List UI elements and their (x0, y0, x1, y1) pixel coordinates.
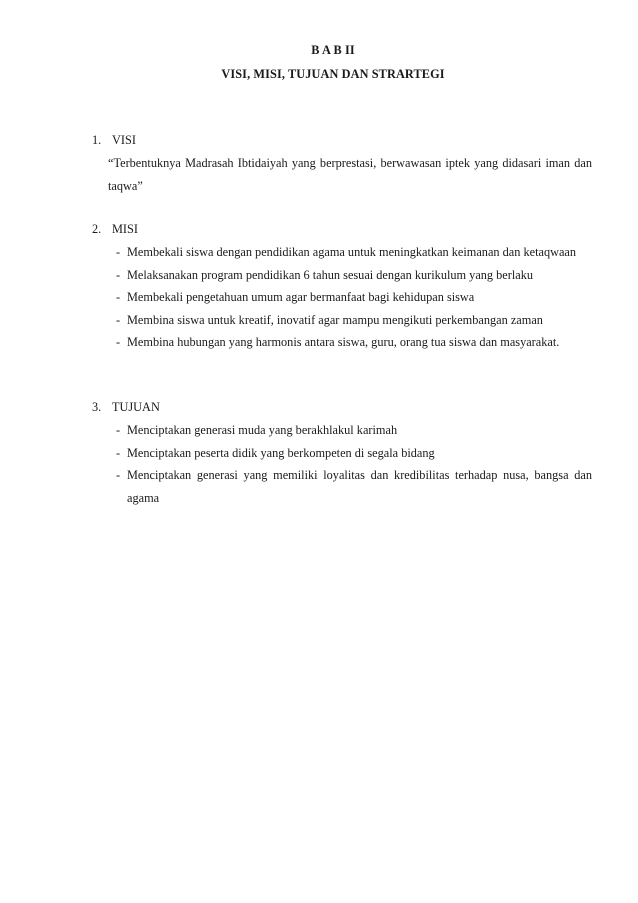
bullet-dash: - (116, 245, 121, 259)
list-item (116, 309, 592, 332)
list-item-text: Membina hubungan yang harmonis antara siswa, guru, orang tua siswa dan masyarakat. (127, 335, 560, 349)
list-item-text: Menciptakan peserta didik yang berkompeten di segala bidang (127, 445, 435, 460)
section-title: MISI (112, 222, 138, 236)
chapter-title: VISI, MISI, TUJUAN DAN STRARTEGI (221, 67, 445, 81)
list-item-text: Menciptakan generasi yang memiliki loyalitas dan kredibilitas terhadap nusa, bangsa dan agama (127, 468, 592, 505)
section-title: TUJUAN (112, 400, 160, 414)
list-item (116, 464, 592, 509)
section-tujuan-heading (92, 400, 160, 415)
section-visi-heading (92, 133, 136, 148)
bullet-dash: - (116, 267, 121, 282)
list-item-text: Membekali siswa dengan pendidikan agama untuk meningkatkan keimanan dan ketaqwaan (127, 245, 577, 259)
bullet-dash: - (116, 423, 121, 437)
section-number: 1. (92, 133, 102, 147)
section-title: VISI (112, 133, 136, 147)
visi-statement: “Terbentuknya Madrasah Ibtidaiyah yang berprestasi, berwawasan iptek yang didasari iman dan taqwa” (108, 156, 592, 193)
list-item (116, 264, 592, 287)
chapter-number: B A B II (311, 43, 355, 57)
list-item-text: Melaksanakan program pendidikan 6 tahun sesuai dengan kurikulum yang berlaku (127, 267, 534, 282)
list-item-text: Menciptakan generasi muda yang berakhlakul karimah (127, 423, 398, 437)
bullet-dash: - (116, 335, 121, 349)
bullet-dash: - (116, 290, 121, 304)
tujuan-list (116, 419, 592, 509)
section-number: 3. (92, 400, 102, 414)
section-misi-heading (92, 222, 138, 237)
list-item (116, 331, 592, 354)
bullet-dash: - (116, 312, 121, 327)
section-number: 2. (92, 222, 102, 236)
list-item-text: Membekali pengetahuan umum agar bermanfaat bagi kehidupan siswa (127, 290, 475, 304)
bullet-dash: - (116, 445, 121, 460)
list-item (116, 241, 592, 264)
list-item (116, 442, 592, 465)
list-item (116, 419, 592, 442)
list-item (116, 286, 592, 309)
misi-list (116, 241, 592, 354)
bullet-dash: - (116, 468, 121, 482)
list-item-text: Membina siswa untuk kreatif, inovatif agar mampu mengikuti perkembangan zaman (127, 312, 543, 327)
